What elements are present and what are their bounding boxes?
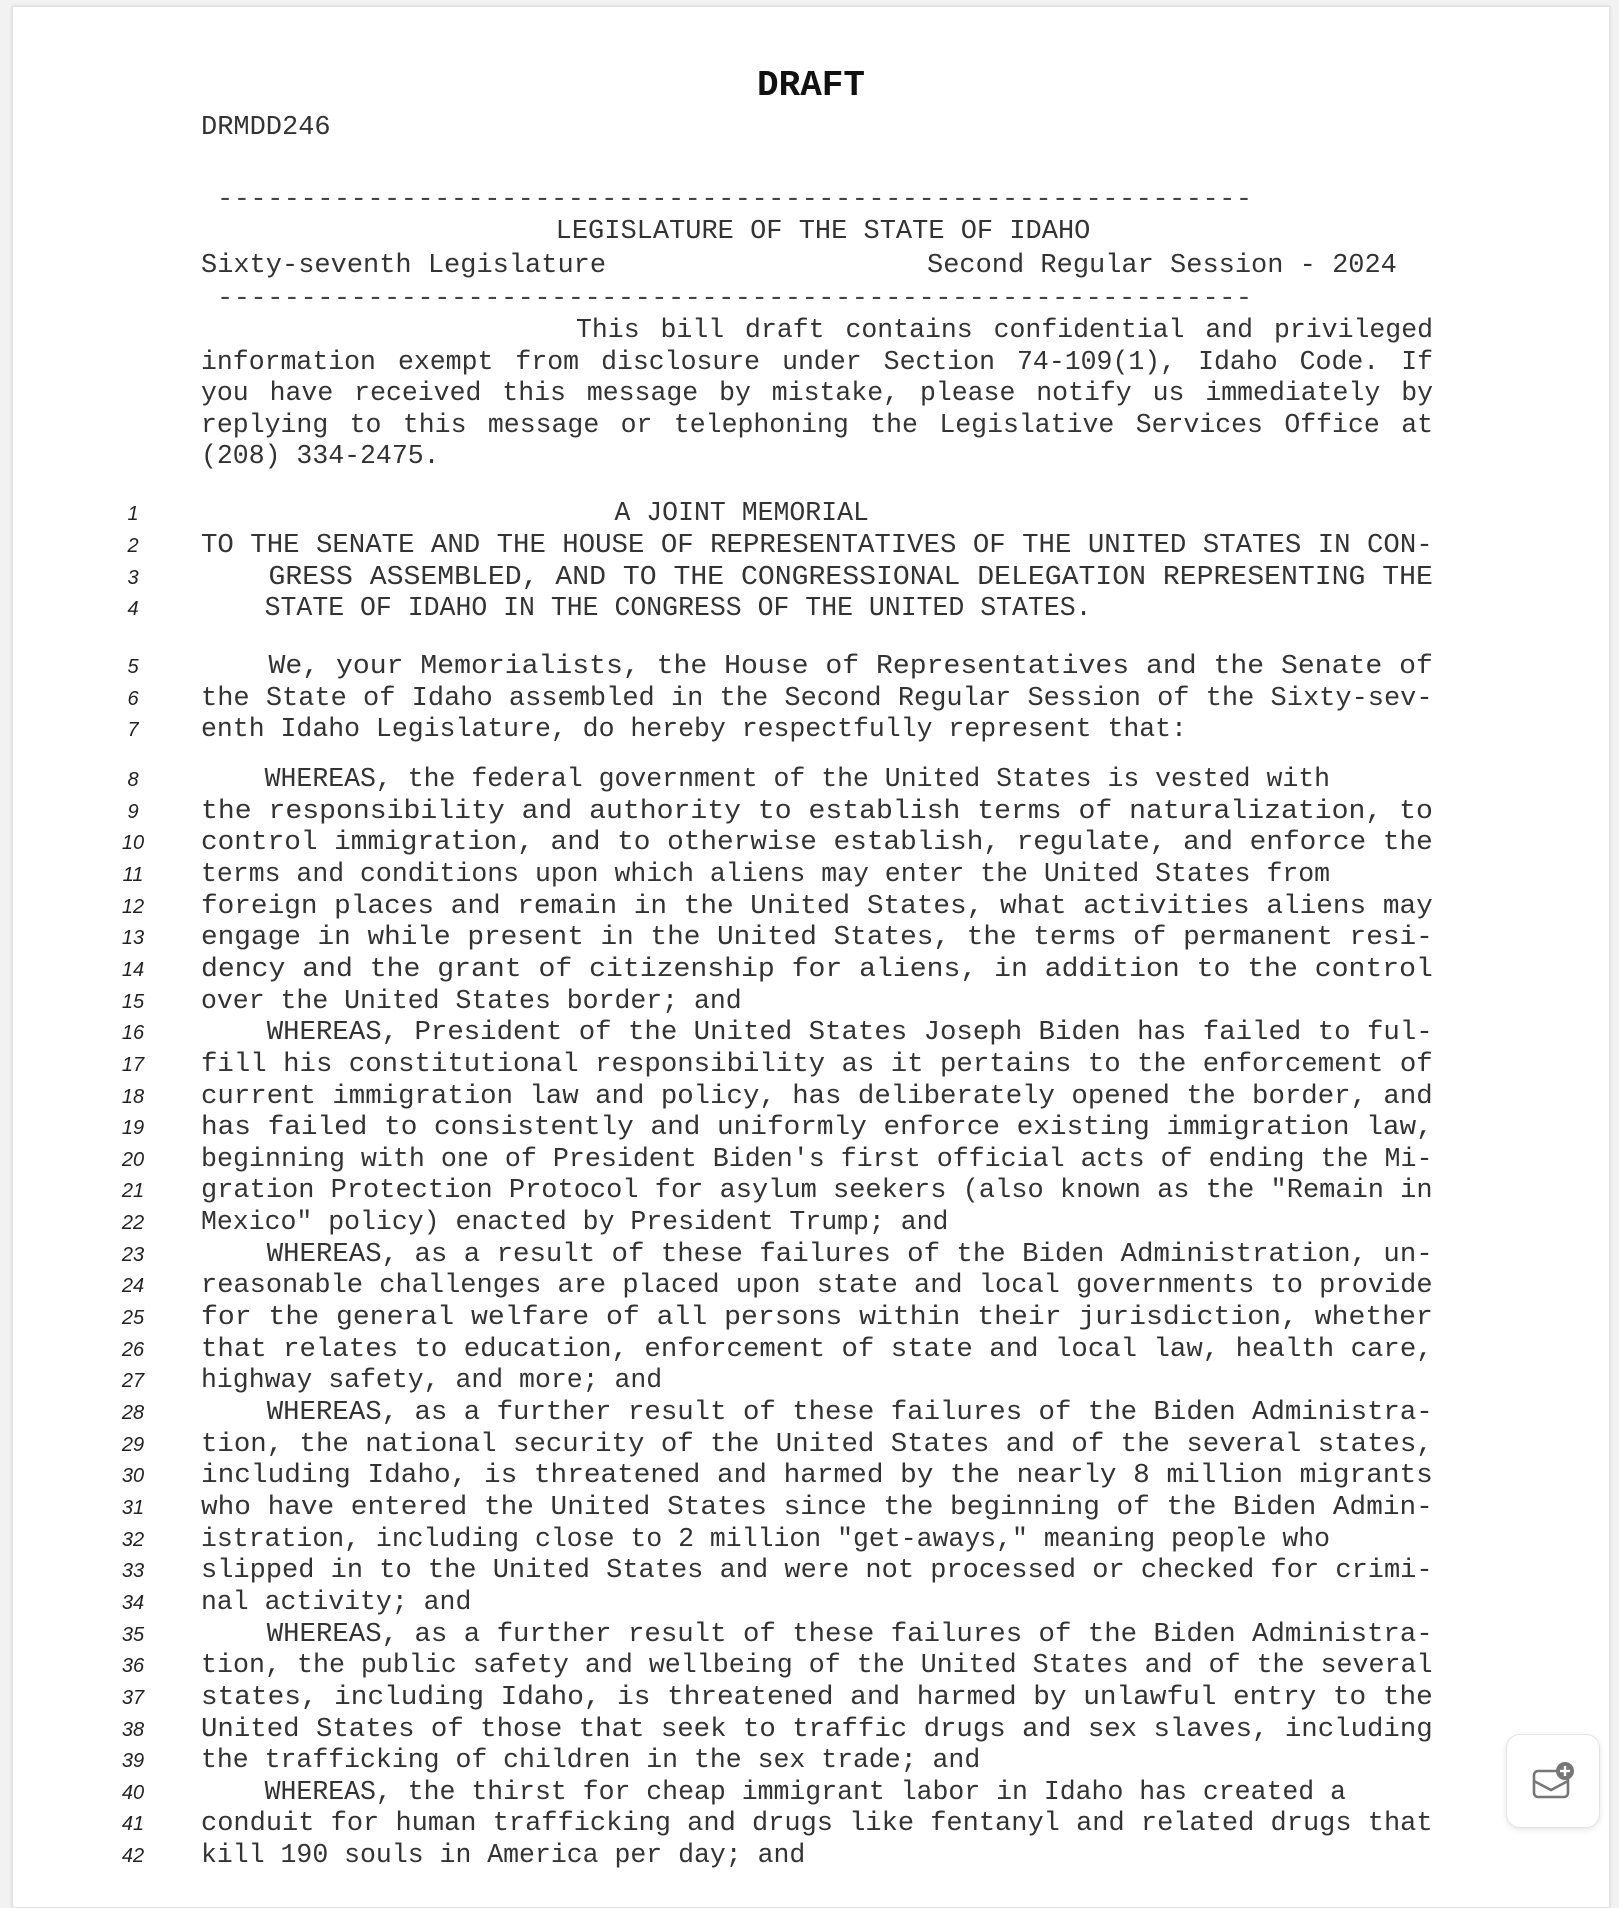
header-rule-bottom: -------------------------------------------------------------- [217, 284, 1253, 314]
line-number: 37 [121, 1686, 145, 1709]
memorial-line: kill 190 souls in America per day; and [201, 1840, 806, 1871]
memorial-line: dency and the grant of citizenship for aliens, in addition to the control [201, 953, 1433, 984]
mail-add-icon [1531, 1761, 1575, 1801]
memorial-line: WHEREAS, President of the United States Joseph Biden has failed to ful- [201, 1017, 1433, 1048]
line-number: 30 [121, 1465, 145, 1488]
memorial-line: United States of those that seek to traffic drugs and sex slaves, including [201, 1713, 1433, 1744]
confidentiality-notice [201, 315, 1433, 473]
line-number: 11 [122, 863, 144, 886]
line-number: 10 [121, 832, 145, 855]
line-number: 5 [127, 656, 139, 678]
line-number: 36 [121, 1655, 145, 1678]
legislature-heading: LEGISLATURE OF THE STATE OF IDAHO [555, 217, 1091, 247]
memorial-line: engage in while present in the United States, the terms of permanent resi- [201, 922, 1433, 953]
memorial-line: A JOINT MEMORIAL [201, 498, 869, 528]
memorial-line: slipped in to the United States and were not processed or checked for crimi- [201, 1555, 1433, 1586]
line-number: 8 [127, 769, 139, 791]
line-number: 7 [127, 719, 139, 741]
memorial-line: WHEREAS, the thirst for cheap immigrant labor in Idaho has created a [201, 1776, 1346, 1807]
line-number: 38 [121, 1718, 145, 1741]
line-number: 21 [121, 1180, 145, 1203]
line-number: 34 [121, 1591, 145, 1614]
line-number: 18 [121, 1085, 145, 1108]
memorial-line: nal activity; and [201, 1586, 472, 1617]
memorial-line: enth Idaho Legislature, do hereby respectfully represent that: [201, 714, 1187, 744]
memorial-line: states, including Idaho, is threatened and harmed by unlawful entry to the [201, 1681, 1433, 1712]
session-left: Sixty-seventh Legislature [201, 251, 607, 281]
memorial-line: WHEREAS, the federal government of the United States is vested with [201, 764, 1331, 794]
line-number: 3 [127, 566, 139, 589]
line-number: 39 [121, 1750, 145, 1773]
memorial-line: highway safety, and more; and [201, 1365, 663, 1396]
line-number: 19 [121, 1117, 145, 1140]
memorial-line: terms and conditions upon which aliens may enter the United States from [201, 858, 1331, 889]
memorial-line: gration Protection Protocol for asylum seekers (also known as the "Remain in [201, 1175, 1433, 1206]
line-number: 2 [127, 534, 139, 557]
line-number: 29 [121, 1433, 145, 1456]
memorial-line: conduit for human trafficking and drugs like fentanyl and related drugs that [201, 1808, 1433, 1839]
line-number: 14 [121, 958, 145, 981]
memorial-line: foreign places and remain in the United States, what activities aliens may [201, 890, 1433, 921]
line-number: 4 [127, 598, 139, 621]
document-page [12, 6, 1610, 1908]
memorial-line: for the general welfare of all persons within their jurisdiction, whether [201, 1302, 1433, 1333]
memorial-line: control immigration, and to otherwise establish, regulate, and enforce the [201, 827, 1433, 858]
line-number: 25 [121, 1307, 145, 1330]
confidentiality-notice-text: This bill draft contains confidential and privileged information exempt from disclosure under Section 74-109(1), Idaho Code. If you have received this message by mistake, please notify us immediately by replying to this message or telephoning the Legislative Services Office at (208) 334-2475. [201, 315, 1433, 471]
line-number: 13 [121, 927, 145, 950]
compose-mail-button[interactable] [1506, 1734, 1600, 1828]
line-number: 41 [121, 1813, 145, 1836]
memorial-line: fill his constitutional responsibility as it pertains to the enforcement of [201, 1048, 1433, 1079]
draft-title: DRAFT [756, 65, 866, 106]
memorial-line: istration, including close to 2 million "get-aways," meaning people who [201, 1523, 1331, 1554]
line-number: 31 [121, 1496, 145, 1519]
memorial-line: We, your Memorialists, the House of Representatives and the Senate of [201, 651, 1433, 681]
memorial-line: tion, the public safety and wellbeing of the United States and of the several [201, 1650, 1433, 1681]
line-number: 24 [121, 1275, 145, 1298]
memorial-line: WHEREAS, as a result of these failures of the Biden Administration, un- [201, 1238, 1433, 1269]
line-number: 40 [121, 1781, 145, 1804]
line-number: 12 [121, 895, 145, 918]
memorial-line: WHEREAS, as a further result of these failures of the Biden Administra- [201, 1397, 1433, 1427]
memorial-line: the State of Idaho assembled in the Second Regular Session of the Sixty-sev- [201, 682, 1433, 713]
document-id: DRMDD246 [201, 113, 331, 143]
line-number: 23 [121, 1243, 145, 1266]
line-number: 17 [121, 1053, 145, 1076]
session-right: Second Regular Session - 2024 [927, 251, 1397, 281]
memorial-line: the responsibility and authority to establish terms of naturalization, to [201, 795, 1433, 826]
line-number: 42 [121, 1845, 145, 1868]
memorial-line: who have entered the United States since the beginning of the Biden Admin- [201, 1491, 1433, 1522]
memorial-line: TO THE SENATE AND THE HOUSE OF REPRESENTATIVES OF THE UNITED STATES IN CON- [201, 529, 1433, 560]
line-number: 6 [127, 687, 139, 710]
memorial-line: over the United States border; and [201, 985, 742, 1016]
memorial-line: WHEREAS, as a further result of these failures of the Biden Administra- [201, 1618, 1433, 1649]
line-number: 1 [127, 503, 139, 525]
line-number: 22 [121, 1212, 145, 1235]
line-number: 28 [121, 1402, 145, 1424]
line-number: 35 [121, 1623, 145, 1646]
memorial-line: Mexico" policy) enacted by President Trump; and [201, 1207, 949, 1238]
memorial-line: reasonable challenges are placed upon state and local governments to provide [201, 1270, 1433, 1301]
line-number: 32 [121, 1528, 145, 1551]
memorial-line: current immigration law and policy, has deliberately opened the border, and [201, 1080, 1433, 1111]
memorial-line: that relates to education, enforcement of state and local law, health care, [201, 1333, 1433, 1364]
memorial-line: GRESS ASSEMBLED, AND TO THE CONGRESSIONAL DELEGATION REPRESENTING THE [201, 561, 1433, 592]
line-number: 33 [121, 1560, 145, 1583]
memorial-line: including Idaho, is threatened and harmed by the nearly 8 million migrants [201, 1460, 1433, 1491]
line-number: 20 [121, 1148, 145, 1171]
memorial-line: beginning with one of President Biden's first official acts of ending the Mi- [201, 1143, 1433, 1174]
line-number: 26 [121, 1338, 145, 1361]
header-rule-top: -------------------------------------------------------------- [217, 185, 1253, 215]
memorial-line: the trafficking of children in the sex trade; and [201, 1745, 981, 1776]
line-number: 15 [121, 990, 145, 1013]
line-number: 27 [121, 1370, 145, 1393]
line-number: 9 [127, 800, 139, 823]
memorial-line: STATE OF IDAHO IN THE CONGRESS OF THE UNITED STATES. [201, 593, 1092, 624]
memorial-line: has failed to consistently and uniformly enforce existing immigration law, [201, 1112, 1433, 1143]
memorial-line: tion, the national security of the United States and of the several states, [201, 1428, 1433, 1459]
line-number: 16 [121, 1022, 145, 1045]
